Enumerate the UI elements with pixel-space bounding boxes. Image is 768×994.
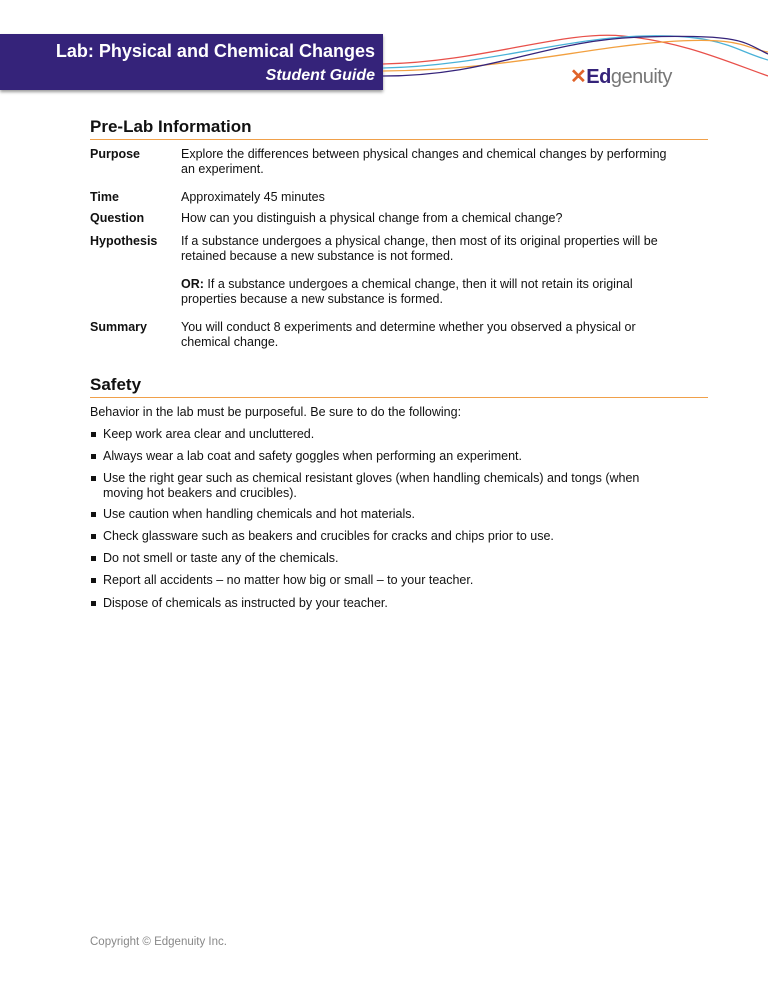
edgenuity-logo: ✕Edgenuity: [570, 66, 672, 88]
safety-item: Keep work area clear and uncluttered.: [90, 427, 643, 442]
safety-item: Check glassware such as beakers and crucibles for cracks and chips prior to use.: [90, 529, 643, 544]
safety-item: Dispose of chemicals as instructed by your teacher.: [90, 596, 643, 611]
safety-item: Use caution when handling chemicals and hot materials.: [90, 507, 643, 522]
document-subtitle: Student Guide: [265, 67, 375, 84]
safety-item: Always wear a lab coat and safety goggles when performing an experiment.: [90, 449, 643, 464]
safety-item: Do not smell or taste any of the chemicals.: [90, 551, 643, 566]
document-page: Lab: Physical and Chemical Changes Student Guide ✕Edgenuity Pre-Lab Information Purpose Explore the differences between physical changes and chemical changes by performing an experiment. Time Approximately 45 minutes Question How can you distinguish a physical change from a chemical change? Hypothesis If a substance undergoes a physical change, then most of its original properties will be retained because a new substance is not formed. OR: If a substance undergoes a chemical change, then it will not retain its original properties because a new substance is formed. Summary You will conduct 8 experiments and determine whether you observed a physical or chemical change. Safety Behavior in the lab must be purposeful. Be sure to do the following: Keep work area clear and uncluttered. Always wear a lab coat and safety goggles when performing an experiment. Use the right gear such as chemical resistant gloves (when handling chemicals) and tongs (when moving hot beakers and crucibles). Use caution when handling chemicals and hot materials. Check glassware such as beakers and crucibles for cracks and chips prior to use. Do not smell or taste any of the chemicals. Report all accidents – no matter how big or small – to your teacher. Dispose of chemicals as instructed by your teacher. Copyright © Edgenuity Inc.: [0, 0, 768, 994]
safety-heading: Safety: [90, 375, 708, 398]
prelab-heading: Pre-Lab Information: [90, 117, 708, 140]
safety-item: Use the right gear such as chemical resistant gloves (when handling chemicals) and tongs (when moving hot beakers and crucibles).: [90, 471, 643, 501]
safety-item: Report all accidents – no matter how big or small – to your teacher.: [90, 573, 643, 588]
safety-intro: Behavior in the lab must be purposeful. Be sure to do the following:: [90, 405, 462, 419]
document-title: Lab: Physical and Chemical Changes: [55, 41, 375, 61]
copyright: Copyright © Edgenuity Inc.: [90, 936, 227, 948]
logo-x-icon: ✕: [570, 66, 587, 88]
title-banner: [0, 34, 383, 90]
